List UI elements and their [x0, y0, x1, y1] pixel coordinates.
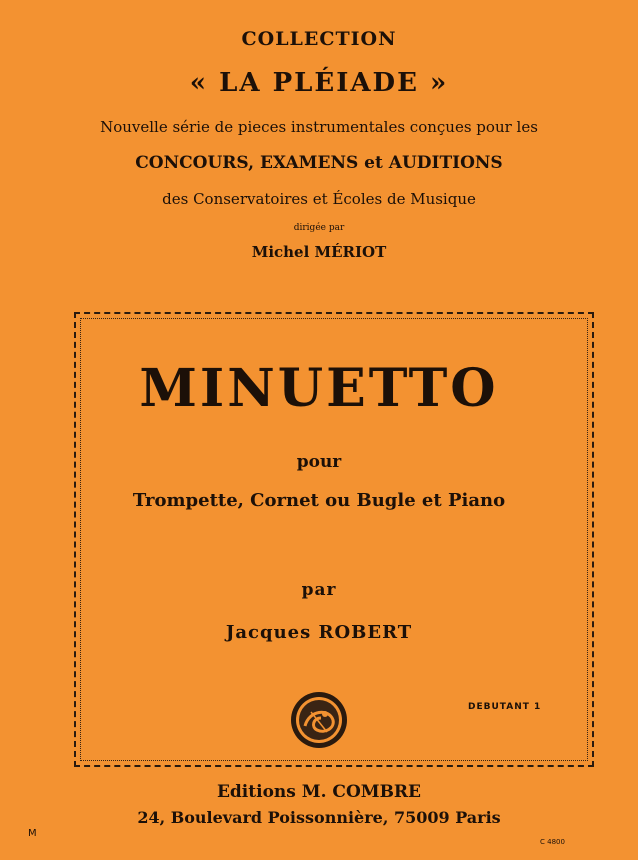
work-title: MINUETTO	[139, 358, 499, 419]
composer-name: Jacques ROBERT	[225, 622, 413, 643]
instrumentation: Trompette, Cornet ou Bugle et Piano	[132, 490, 506, 511]
difficulty-level: DEBUTANT 1	[468, 702, 542, 712]
collection-director: Michel MÉRIOT	[251, 243, 387, 261]
edge-mark: M	[28, 828, 37, 839]
collection-name: « LA PLÉIADE »	[189, 68, 449, 98]
par-label: par	[301, 580, 337, 600]
collection-description-2: CONCOURS, EXAMENS et AUDITIONS	[135, 153, 503, 173]
publisher-logo-icon	[289, 690, 349, 750]
catalog-number: C 4800	[540, 838, 565, 846]
publisher-address: 24, Boulevard Poissonnière, 75009 Paris	[137, 808, 501, 827]
collection-description-1: Nouvelle série de pieces instrumentales conçues pour les	[100, 118, 538, 136]
collection-label: COLLECTION	[241, 28, 397, 50]
pour-label: pour	[296, 452, 342, 472]
collection-description-3: des Conservatoires et Écoles de Musique	[162, 190, 476, 208]
publisher-name: Editions M. COMBRE	[216, 782, 422, 802]
directed-by-label: dirigée par	[293, 223, 345, 233]
